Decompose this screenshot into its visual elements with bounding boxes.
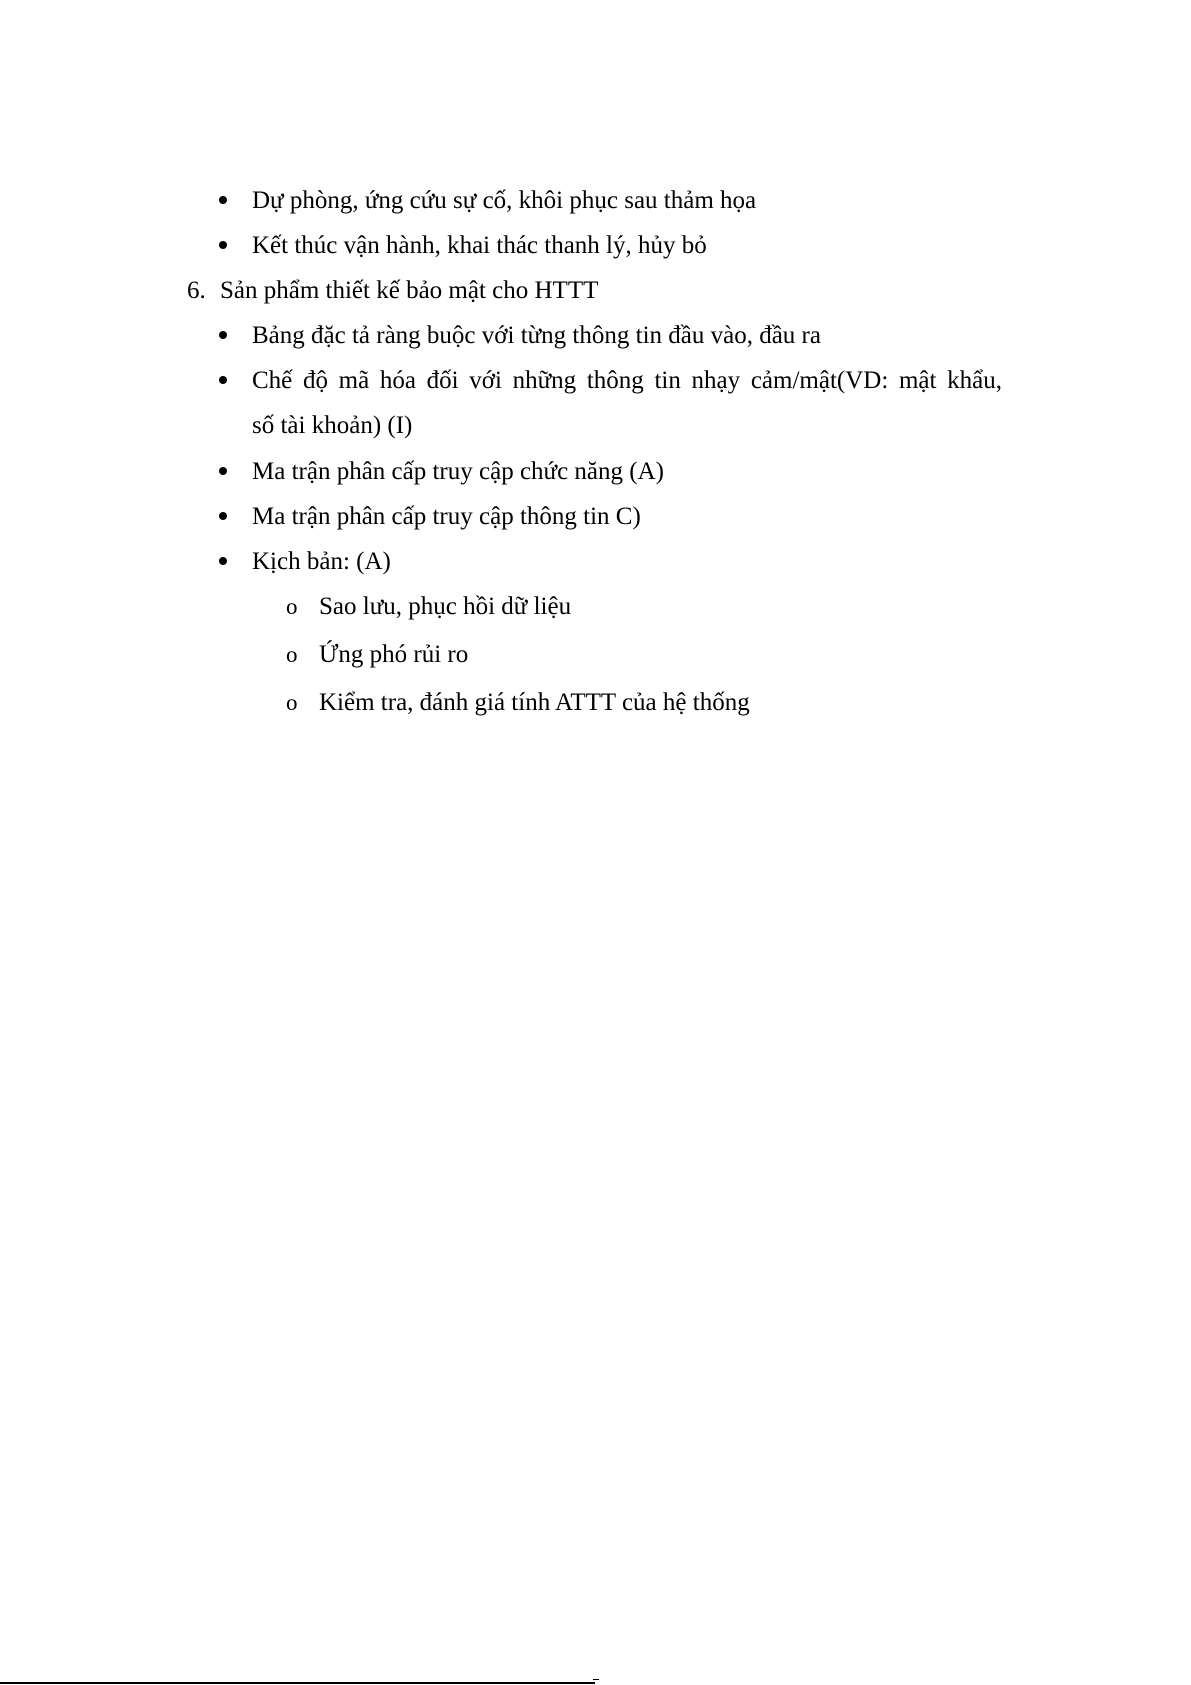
list-item: Chế độ mã hóa đối với những thông tin nhạy cảm/mật(VD: mật khẩu,: [252, 367, 1002, 394]
list-item: Ma trận phân cấp truy cập thông tin C): [252, 503, 641, 530]
bullet-icon: [219, 467, 227, 475]
sub-list-item: Sao lưu, phục hồi dữ liệu: [319, 593, 572, 620]
sub-bullet-marker: o: [286, 690, 298, 715]
list-item: Kết thúc vận hành, khai thác thanh lý, hủy bỏ: [252, 232, 707, 259]
sub-list-item: Kiểm tra, đánh giá tính ATTT của hệ thống: [319, 689, 750, 716]
bullet-icon: [219, 376, 227, 384]
list-item-continuation: số tài khoản) (I): [252, 412, 413, 439]
list-number: 6.: [187, 277, 206, 304]
bullet-icon: [219, 557, 227, 565]
section-heading: Sản phẩm thiết kế bảo mật cho HTTT: [220, 277, 599, 304]
sub-list-item: Ứng phó rủi ro: [319, 641, 469, 668]
list-item: Ma trận phân cấp truy cập chức năng (A): [252, 458, 664, 485]
bullet-icon: [219, 512, 227, 520]
bullet-icon: [219, 331, 227, 339]
sub-bullet-marker: o: [286, 642, 298, 667]
list-item: Kịch bản: (A): [252, 548, 391, 575]
footer-tick: [593, 1679, 599, 1680]
list-item: Bảng đặc tả ràng buộc với từng thông tin đầu vào, đầu ra: [252, 322, 821, 349]
footer-rule: [0, 1682, 595, 1684]
list-item: Dự phòng, ứng cứu sự cố, khôi phục sau thảm họa: [252, 187, 757, 214]
bullet-icon: [219, 196, 227, 204]
bullet-icon: [219, 241, 227, 249]
sub-bullet-marker: o: [286, 594, 298, 619]
